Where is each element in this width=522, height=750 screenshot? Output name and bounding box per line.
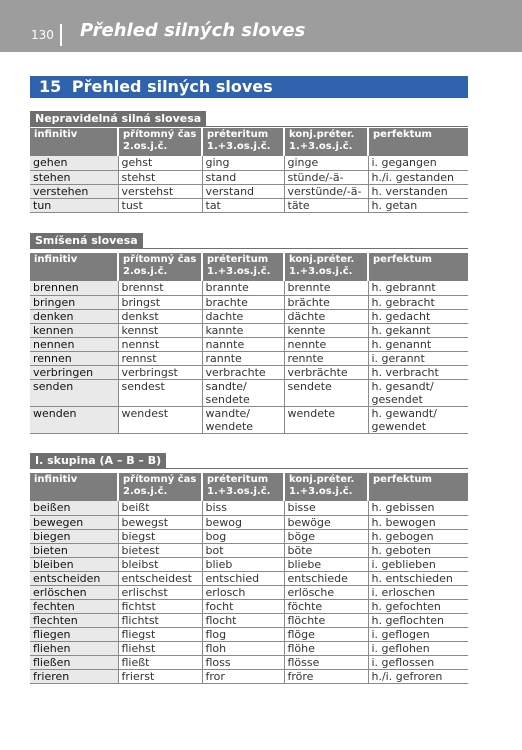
cell-preterite: focht (202, 599, 284, 613)
table-row (30, 613, 468, 627)
cell-konjunktiv: fröre (284, 669, 368, 683)
header-present (118, 128, 202, 156)
table-row (30, 295, 468, 309)
cell-perfect: h. gebrannt (368, 281, 468, 295)
header-preterite (202, 253, 284, 281)
cell-preterite: flog (202, 627, 284, 641)
cell-perfect: i. gerannt (368, 351, 468, 365)
cell-present: bietest (118, 543, 202, 557)
cell-present: brennst (118, 281, 202, 295)
table-row (30, 351, 468, 365)
header-konjunktiv (284, 473, 368, 501)
cell-konjunktiv: entschiede (284, 571, 368, 585)
cell-present: fichtst (118, 599, 202, 613)
header-infinitiv (30, 253, 118, 281)
cell-perfect: h. gewandt/ gewendet (368, 406, 468, 433)
cell-infinitive: gehen (30, 156, 118, 170)
table-header-row (30, 473, 468, 501)
header-konjunktiv (284, 128, 368, 156)
cell-perfect: h. gekannt (368, 323, 468, 337)
header-text: perfektum (373, 474, 432, 485)
cell-infinitive: bleiben (30, 557, 118, 571)
cell-konjunktiv: erlösche (284, 585, 368, 599)
table-row (30, 184, 468, 198)
cell-infinitive: fliegen (30, 627, 118, 641)
cell-infinitive: wenden (30, 406, 118, 433)
cell-konjunktiv: bewöge (284, 515, 368, 529)
cell-konjunktiv: ginge (284, 156, 368, 170)
cell-preterite: blieb (202, 557, 284, 571)
cell-infinitive: fließen (30, 655, 118, 669)
cell-present: rennst (118, 351, 202, 365)
section-heading (30, 107, 468, 127)
section-rule (30, 468, 468, 469)
cell-infinitive: frieren (30, 669, 118, 683)
header-text: infinitiv (34, 254, 78, 265)
table-header-row (30, 253, 468, 281)
cell-infinitive: erlöschen (30, 585, 118, 599)
header-konjunktiv (284, 253, 368, 281)
chapter-number: 15 (39, 77, 62, 96)
cell-konjunktiv: nennte (284, 337, 368, 351)
cell-konjunktiv: dächte (284, 309, 368, 323)
table-row (30, 529, 468, 543)
cell-preterite: bog (202, 529, 284, 543)
header-text: 1.+3.os.j.č. (289, 141, 353, 152)
cell-preterite: rannte (202, 351, 284, 365)
cell-perfect: h. geflochten (368, 613, 468, 627)
cell-konjunktiv: flösse (284, 655, 368, 669)
page-number: 130 (31, 28, 54, 42)
header-present (118, 253, 202, 281)
table-row (30, 309, 468, 323)
table-row (30, 198, 468, 212)
verb-table-irregular (30, 128, 468, 213)
cell-perfect: h. gebracht (368, 295, 468, 309)
cell-konjunktiv: bisse (284, 501, 368, 515)
chapter-heading (30, 76, 468, 98)
cell-infinitive: brennen (30, 281, 118, 295)
cell-preterite: bewog (202, 515, 284, 529)
header-text: préteritum (207, 129, 269, 140)
cell-preterite: fror (202, 669, 284, 683)
header-text: konj.préter. (289, 474, 355, 485)
cell-infinitive: bieten (30, 543, 118, 557)
header-text: 2.os.j.č. (123, 266, 168, 277)
cell-perfect: h. gebogen (368, 529, 468, 543)
section-heading (30, 449, 468, 469)
cell-present: entscheidest (118, 571, 202, 585)
cell-perfect: h./i. gefroren (368, 669, 468, 683)
header-text: přítomný čas (123, 474, 197, 485)
header-text: přítomný čas (123, 129, 197, 140)
section-rule (30, 126, 468, 127)
cell-perfect: h. bewogen (368, 515, 468, 529)
cell-infinitive: tun (30, 198, 118, 212)
cell-konjunktiv: wendete (284, 406, 368, 433)
cell-present: fliegst (118, 627, 202, 641)
cell-perfect: h. gesandt/ gesendet (368, 379, 468, 406)
cell-konjunktiv: flöchte (284, 613, 368, 627)
header-perfect (368, 473, 468, 501)
section-label: Smíšená slovesa (30, 233, 143, 248)
cell-konjunktiv: flöhe (284, 641, 368, 655)
table-row (30, 585, 468, 599)
table-row (30, 156, 468, 170)
cell-infinitive: bewegen (30, 515, 118, 529)
cell-perfect: i. geflohen (368, 641, 468, 655)
table-header-row (30, 128, 468, 156)
chapter-title: Přehled silných sloves (71, 77, 273, 96)
header-text: infinitiv (34, 129, 78, 140)
cell-infinitive: senden (30, 379, 118, 406)
header-text: 1.+3.os.j.č. (289, 266, 353, 277)
section-rule (30, 248, 468, 249)
cell-perfect: h. gebissen (368, 501, 468, 515)
cell-present: nennst (118, 337, 202, 351)
cell-konjunktiv: verstünde/-ä- (284, 184, 368, 198)
cell-perfect: h. verbracht (368, 365, 468, 379)
cell-preterite: floss (202, 655, 284, 669)
table-row (30, 501, 468, 515)
cell-preterite: flocht (202, 613, 284, 627)
table-row (30, 557, 468, 571)
cell-present: stehst (118, 170, 202, 184)
cell-present: kennst (118, 323, 202, 337)
cell-infinitive: flechten (30, 613, 118, 627)
cell-preterite: erlosch (202, 585, 284, 599)
cell-present: erlischst (118, 585, 202, 599)
cell-konjunktiv: böte (284, 543, 368, 557)
cell-konjunktiv: bliebe (284, 557, 368, 571)
cell-konjunktiv: verbrächte (284, 365, 368, 379)
header-divider (60, 24, 62, 46)
verb-table-mixed (30, 253, 468, 434)
cell-preterite: verstand (202, 184, 284, 198)
cell-konjunktiv: böge (284, 529, 368, 543)
cell-present: denkst (118, 309, 202, 323)
table-row (30, 170, 468, 184)
cell-infinitive: kennen (30, 323, 118, 337)
table-row (30, 543, 468, 557)
cell-infinitive: biegen (30, 529, 118, 543)
header-text: préteritum (207, 474, 269, 485)
cell-preterite: kannte (202, 323, 284, 337)
cell-perfect: h. genannt (368, 337, 468, 351)
header-present (118, 473, 202, 501)
cell-konjunktiv: sendete (284, 379, 368, 406)
cell-present: tust (118, 198, 202, 212)
header-text: perfektum (373, 254, 432, 265)
cell-infinitive: fliehen (30, 641, 118, 655)
cell-infinitive: nennen (30, 337, 118, 351)
cell-preterite: ging (202, 156, 284, 170)
header-infinitiv (30, 473, 118, 501)
cell-preterite: brannte (202, 281, 284, 295)
table-row (30, 641, 468, 655)
cell-infinitive: stehen (30, 170, 118, 184)
cell-present: verbringst (118, 365, 202, 379)
header-text: infinitiv (34, 474, 78, 485)
cell-present: bewegst (118, 515, 202, 529)
cell-preterite: dachte (202, 309, 284, 323)
cell-konjunktiv: flöge (284, 627, 368, 641)
cell-perfect: i. geflossen (368, 655, 468, 669)
header-infinitiv (30, 128, 118, 156)
cell-preterite: stand (202, 170, 284, 184)
cell-present: flichtst (118, 613, 202, 627)
cell-preterite: bot (202, 543, 284, 557)
cell-konjunktiv: stünde/-ä- (284, 170, 368, 184)
cell-konjunktiv: föchte (284, 599, 368, 613)
header-text: préteritum (207, 254, 269, 265)
cell-konjunktiv: täte (284, 198, 368, 212)
section-label: I. skupina (A – B – B) (30, 453, 166, 468)
table-row (30, 365, 468, 379)
cell-perfect: i. erloschen (368, 585, 468, 599)
table-row (30, 669, 468, 683)
header-text: konj.préter. (289, 129, 355, 140)
cell-konjunktiv: rennte (284, 351, 368, 365)
cell-konjunktiv: brennte (284, 281, 368, 295)
running-header-band (0, 0, 522, 52)
header-preterite (202, 473, 284, 501)
header-text: perfektum (373, 129, 432, 140)
table-row (30, 406, 468, 433)
header-text: konj.préter. (289, 254, 355, 265)
section-label: Nepravidelná silná slovesa (30, 111, 206, 126)
cell-infinitive: denken (30, 309, 118, 323)
cell-infinitive: verstehen (30, 184, 118, 198)
header-text: 1.+3.os.j.č. (207, 141, 271, 152)
cell-preterite: wandte/ wendete (202, 406, 284, 433)
cell-preterite: biss (202, 501, 284, 515)
table-row (30, 655, 468, 669)
cell-present: bringst (118, 295, 202, 309)
header-text: 1.+3.os.j.č. (289, 486, 353, 497)
cell-perfect: h. gefochten (368, 599, 468, 613)
cell-perfect: h. gedacht (368, 309, 468, 323)
cell-infinitive: entscheiden (30, 571, 118, 585)
cell-present: verstehst (118, 184, 202, 198)
header-text: 1.+3.os.j.č. (207, 486, 271, 497)
table-row (30, 627, 468, 641)
cell-preterite: nannte (202, 337, 284, 351)
cell-perfect: h./i. gestanden (368, 170, 468, 184)
cell-infinitive: beißen (30, 501, 118, 515)
cell-present: fliehst (118, 641, 202, 655)
table-row (30, 323, 468, 337)
table-row (30, 337, 468, 351)
cell-present: frierst (118, 669, 202, 683)
cell-present: biegst (118, 529, 202, 543)
cell-present: fließt (118, 655, 202, 669)
table-row (30, 281, 468, 295)
cell-perfect: i. gegangen (368, 156, 468, 170)
cell-infinitive: verbringen (30, 365, 118, 379)
cell-present: wendest (118, 406, 202, 433)
cell-preterite: entschied (202, 571, 284, 585)
cell-infinitive: rennen (30, 351, 118, 365)
table-row (30, 571, 468, 585)
header-perfect (368, 128, 468, 156)
cell-present: gehst (118, 156, 202, 170)
cell-preterite: verbrachte (202, 365, 284, 379)
table-row (30, 379, 468, 406)
cell-preterite: brachte (202, 295, 284, 309)
cell-preterite: sandte/ sendete (202, 379, 284, 406)
cell-perfect: h. getan (368, 198, 468, 212)
table-row (30, 515, 468, 529)
section-heading (30, 229, 468, 249)
header-perfect (368, 253, 468, 281)
cell-present: sendest (118, 379, 202, 406)
cell-preterite: floh (202, 641, 284, 655)
cell-present: bleibst (118, 557, 202, 571)
cell-infinitive: fechten (30, 599, 118, 613)
running-title: Přehled silných sloves (80, 20, 306, 41)
cell-perfect: h. verstanden (368, 184, 468, 198)
cell-perfect: i. geblieben (368, 557, 468, 571)
cell-konjunktiv: brächte (284, 295, 368, 309)
header-text: 2.os.j.č. (123, 486, 168, 497)
cell-perfect: h. entschieden (368, 571, 468, 585)
header-text: přítomný čas (123, 254, 197, 265)
cell-perfect: i. geflogen (368, 627, 468, 641)
verb-table-group-1 (30, 473, 468, 684)
cell-perfect: h. geboten (368, 543, 468, 557)
header-preterite (202, 128, 284, 156)
table-row (30, 599, 468, 613)
cell-present: beißt (118, 501, 202, 515)
cell-konjunktiv: kennte (284, 323, 368, 337)
header-text: 2.os.j.č. (123, 141, 168, 152)
cell-preterite: tat (202, 198, 284, 212)
header-text: 1.+3.os.j.č. (207, 266, 271, 277)
cell-infinitive: bringen (30, 295, 118, 309)
